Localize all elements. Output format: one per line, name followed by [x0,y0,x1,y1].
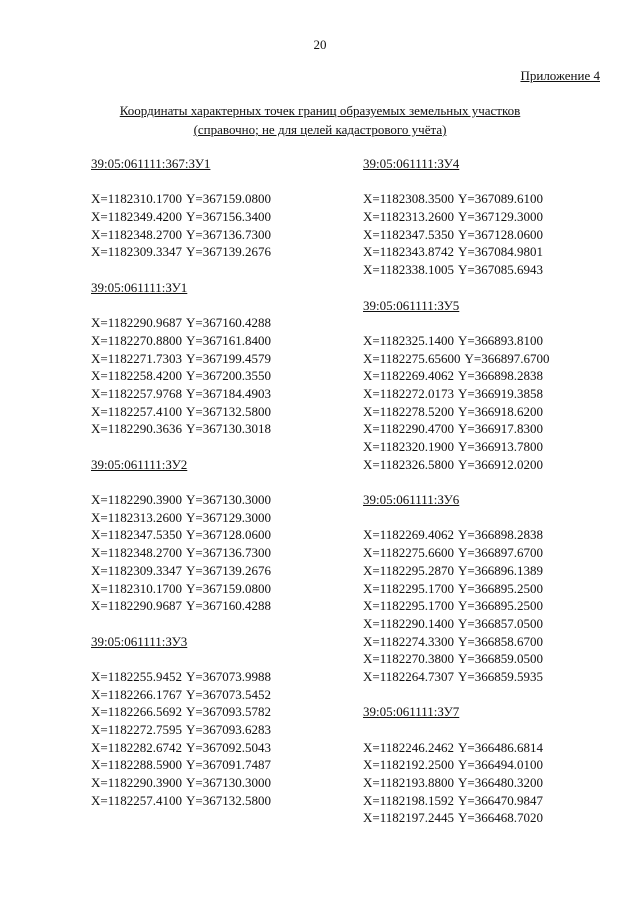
parcel-block [91,456,351,633]
coordinate-row [91,774,351,792]
y-coordinate: Y=367129.3000 [458,209,543,225]
y-coordinate: Y=367139.2676 [186,244,271,260]
coordinate-row [91,544,351,562]
x-coordinate: X=1182282.6742 [91,739,182,755]
parcel-block [91,279,351,456]
coordinate-row [91,756,351,774]
title-line-2: (справочно; не для целей кадастрового учёта) [193,122,447,137]
coordinate-row [91,190,351,208]
y-coordinate: Y=366859.5935 [458,668,543,684]
coordinate-row [363,580,623,598]
right-column [363,155,623,827]
x-coordinate: X=1182278.5200 [363,403,454,419]
x-coordinate: X=1182270.8800 [91,332,182,348]
spacer [91,650,351,668]
y-coordinate: Y=367159.0800 [186,580,271,596]
coordinate-row [91,420,351,438]
coordinate-row [363,438,623,456]
spacer [363,314,623,332]
x-coordinate: X=1182295.2870 [363,562,454,578]
y-coordinate: Y=367085.6943 [458,262,543,278]
coordinate-row [363,650,623,668]
y-coordinate: Y=367128.0600 [458,226,543,242]
coordinate-row [91,509,351,527]
x-coordinate: X=1182347.5350 [363,226,454,242]
parcel-block [363,155,623,297]
x-coordinate: X=1182295.1700 [363,580,454,596]
x-coordinate: X=1182271.7303 [91,350,182,366]
x-coordinate: X=1182269.4062 [363,527,454,543]
y-coordinate: Y=367093.5782 [186,704,271,720]
coordinate-row [91,739,351,757]
y-coordinate: Y=366859.0500 [458,651,543,667]
spacer [363,279,623,297]
y-coordinate: Y=366895.2500 [458,598,543,614]
coordinate-row [91,668,351,686]
spacer [91,615,351,633]
x-coordinate: X=1182338.1005 [363,262,454,278]
page-number: 20 [313,37,327,52]
coordinate-row [91,350,351,368]
coordinate-row [91,491,351,509]
coordinate-row [363,403,623,421]
parcel-cadastral-number: 39:05:061111:ЗУ7 [363,704,460,720]
x-coordinate: X=1182197.2445 [363,810,454,826]
coordinate-row [91,597,351,615]
x-coordinate: X=1182266.1767 [91,686,182,702]
coordinate-row [363,208,623,226]
parcel-cadastral-number: 39:05:061111:367:ЗУ1 [91,156,211,171]
coordinate-row [363,615,623,633]
coordinate-row [363,739,623,757]
y-coordinate: Y=366917.8300 [458,421,543,437]
x-coordinate: X=1182347.5350 [91,527,182,543]
spacer [91,473,351,491]
x-coordinate: X=1182246.2462 [363,739,454,755]
x-coordinate: X=1182272.0173 [363,385,454,401]
x-coordinate: X=1182290.9687 [91,598,182,614]
y-coordinate: Y=366897.6700 [464,350,550,366]
coordinate-row [91,385,351,403]
x-coordinate: X=1182325.1400 [363,332,454,348]
coordinate-row [91,721,351,739]
x-coordinate: X=1182348.2700 [91,226,182,242]
coordinate-row [363,526,623,544]
coordinate-row [91,526,351,544]
coordinate-row [91,314,351,332]
parcel-block [363,491,623,703]
x-coordinate: X=1182295.1700 [363,598,454,614]
coordinate-row [363,243,623,261]
coordinate-row [91,580,351,598]
coordinate-row [91,208,351,226]
coordinate-row [91,332,351,350]
y-coordinate: Y=367160.4288 [186,598,271,614]
y-coordinate: Y=367130.3018 [186,421,271,437]
coordinate-row [363,385,623,403]
coordinate-row [363,226,623,244]
coordinate-row [91,367,351,385]
x-coordinate: X=1182290.4700 [363,421,454,437]
y-coordinate: Y=367073.5452 [186,686,271,702]
y-coordinate: Y=367130.3000 [186,775,271,791]
y-coordinate: Y=367199.4579 [186,350,271,366]
coordinate-row [363,756,623,774]
y-coordinate: Y=366896.1389 [458,562,543,578]
spacer [91,438,351,456]
coordinate-row [363,190,623,208]
x-coordinate: X=1182275.6600 [363,545,454,561]
y-coordinate: Y=367073.9988 [186,668,271,684]
coordinate-row [91,562,351,580]
y-coordinate: Y=367084.9801 [458,244,543,260]
x-coordinate: X=1182255.9452 [91,668,182,684]
y-coordinate: Y=366893.8100 [458,332,543,348]
y-coordinate: Y=367136.7300 [186,226,271,242]
coordinate-row [363,633,623,651]
y-coordinate: Y=367091.7487 [186,757,271,773]
x-coordinate: X=1182349.4200 [91,209,182,225]
y-coordinate: Y=366470.9847 [458,792,543,808]
coordinate-row [363,809,623,827]
y-coordinate: Y=366919.3858 [458,385,543,401]
x-coordinate: X=1182257.4100 [91,792,182,808]
document-title [0,101,640,139]
spacer [91,261,351,279]
x-coordinate: X=1182326.5800 [363,456,454,472]
parcel-block [363,297,623,492]
y-coordinate: Y=367160.4288 [186,315,271,331]
y-coordinate: Y=366857.0500 [458,615,543,631]
spacer [363,473,623,491]
coordinate-row [91,243,351,261]
y-coordinate: Y=367089.6100 [458,191,543,207]
x-coordinate: X=1182264.7307 [363,668,454,684]
y-coordinate: Y=366898.2838 [458,527,543,543]
y-coordinate: Y=367132.5800 [186,403,271,419]
x-coordinate: X=1182310.1700 [91,191,182,207]
spacer [363,173,623,191]
x-coordinate: X=1182290.3636 [91,421,182,437]
coordinate-row [363,420,623,438]
coordinate-row [91,792,351,810]
y-coordinate: Y=367136.7300 [186,545,271,561]
y-coordinate: Y=367130.3000 [186,492,271,508]
y-coordinate: Y=367092.5043 [186,739,271,755]
x-coordinate: X=1182270.3800 [363,651,454,667]
y-coordinate: Y=366913.7800 [458,439,543,454]
y-coordinate: Y=366468.7020 [458,810,543,826]
parcel-cadastral-number: 39:05:061111:ЗУ2 [91,456,188,472]
y-coordinate: Y=367139.2676 [186,562,271,578]
x-coordinate: X=1182266.5692 [91,704,182,720]
y-coordinate: Y=366486.6814 [458,739,543,755]
coordinate-row [363,792,623,810]
left-column [91,155,351,809]
x-coordinate: X=1182290.9687 [91,315,182,331]
x-coordinate: X=1182320.1900 [363,439,454,454]
y-coordinate: Y=367161.8400 [186,332,271,348]
x-coordinate: X=1182257.9768 [91,385,182,401]
parcel-block [91,633,351,810]
x-coordinate: X=1182257.4100 [91,403,182,419]
x-coordinate: X=1182258.4200 [91,368,182,384]
y-coordinate: Y=366918.6200 [458,403,543,419]
x-coordinate: X=1182310.1700 [91,580,182,596]
y-coordinate: Y=367156.3400 [186,209,271,225]
x-coordinate: X=1182275.65600 [363,350,461,366]
x-coordinate: X=1182343.8742 [363,244,454,260]
parcel-cadastral-number: 39:05:061111:ЗУ6 [363,492,460,508]
spacer [363,509,623,527]
parcel-cadastral-number: 39:05:061111:ЗУ4 [363,156,460,171]
x-coordinate: X=1182290.3900 [91,492,182,508]
parcel-block [363,703,623,827]
x-coordinate: X=1182272.7595 [91,722,182,737]
y-coordinate: Y=366897.6700 [458,545,543,561]
coordinate-row [363,456,623,474]
coordinate-row [363,350,623,368]
spacer [91,173,351,191]
coordinate-row [363,597,623,615]
x-coordinate: X=1182198.1592 [363,792,454,808]
parcel-cadastral-number: 39:05:061111:ЗУ5 [363,297,460,313]
x-coordinate: X=1182290.3900 [91,775,182,791]
x-coordinate: X=1182313.2600 [91,509,182,525]
coordinate-row [363,332,623,350]
coordinate-row [363,668,623,686]
coordinate-row [91,226,351,244]
y-coordinate: Y=366895.2500 [458,580,543,596]
coordinate-row [363,562,623,580]
x-coordinate: X=1182193.8800 [363,775,454,791]
x-coordinate: X=1182288.5900 [91,757,182,773]
y-coordinate: Y=367184.4903 [186,385,271,401]
spacer [363,686,623,704]
coordinate-row [91,403,351,421]
y-coordinate: Y=367159.0800 [186,191,271,207]
x-coordinate: X=1182348.2700 [91,545,182,561]
y-coordinate: Y=366912.0200 [458,456,543,472]
y-coordinate: Y=367129.3000 [186,509,271,525]
coordinate-row [363,261,623,279]
x-coordinate: X=1182309.3347 [91,244,182,260]
y-coordinate: Y=367093.6283 [186,722,271,737]
coordinate-row [363,367,623,385]
y-coordinate: Y=367132.5800 [186,792,271,808]
spacer [91,297,351,315]
x-coordinate: X=1182308.3500 [363,191,454,207]
x-coordinate: X=1182309.3347 [91,562,182,578]
parcel-block [91,155,351,279]
appendix-label: Приложение 4 [520,68,600,83]
y-coordinate: Y=366898.2838 [458,368,543,384]
x-coordinate: X=1182274.3300 [363,633,454,649]
coordinate-row [91,686,351,704]
title-line-1: Координаты характерных точек границ образуемых земельных участков [119,103,521,118]
y-coordinate: Y=366858.6700 [458,633,543,649]
y-coordinate: Y=367128.0600 [186,527,271,543]
parcel-cadastral-number: 39:05:061111:ЗУ3 [91,633,188,649]
parcel-cadastral-number: 39:05:061111:ЗУ1 [91,279,188,295]
coordinate-row [363,544,623,562]
coordinate-row [91,703,351,721]
y-coordinate: Y=366494.0100 [458,757,543,773]
x-coordinate: X=1182313.2600 [363,209,454,225]
x-coordinate: X=1182290.1400 [363,615,454,631]
y-coordinate: Y=366480.3200 [458,775,543,791]
x-coordinate: X=1182269.4062 [363,368,454,384]
coordinate-row [363,774,623,792]
x-coordinate: X=1182192.2500 [363,757,454,773]
spacer [363,721,623,739]
y-coordinate: Y=367200.3550 [186,368,271,384]
